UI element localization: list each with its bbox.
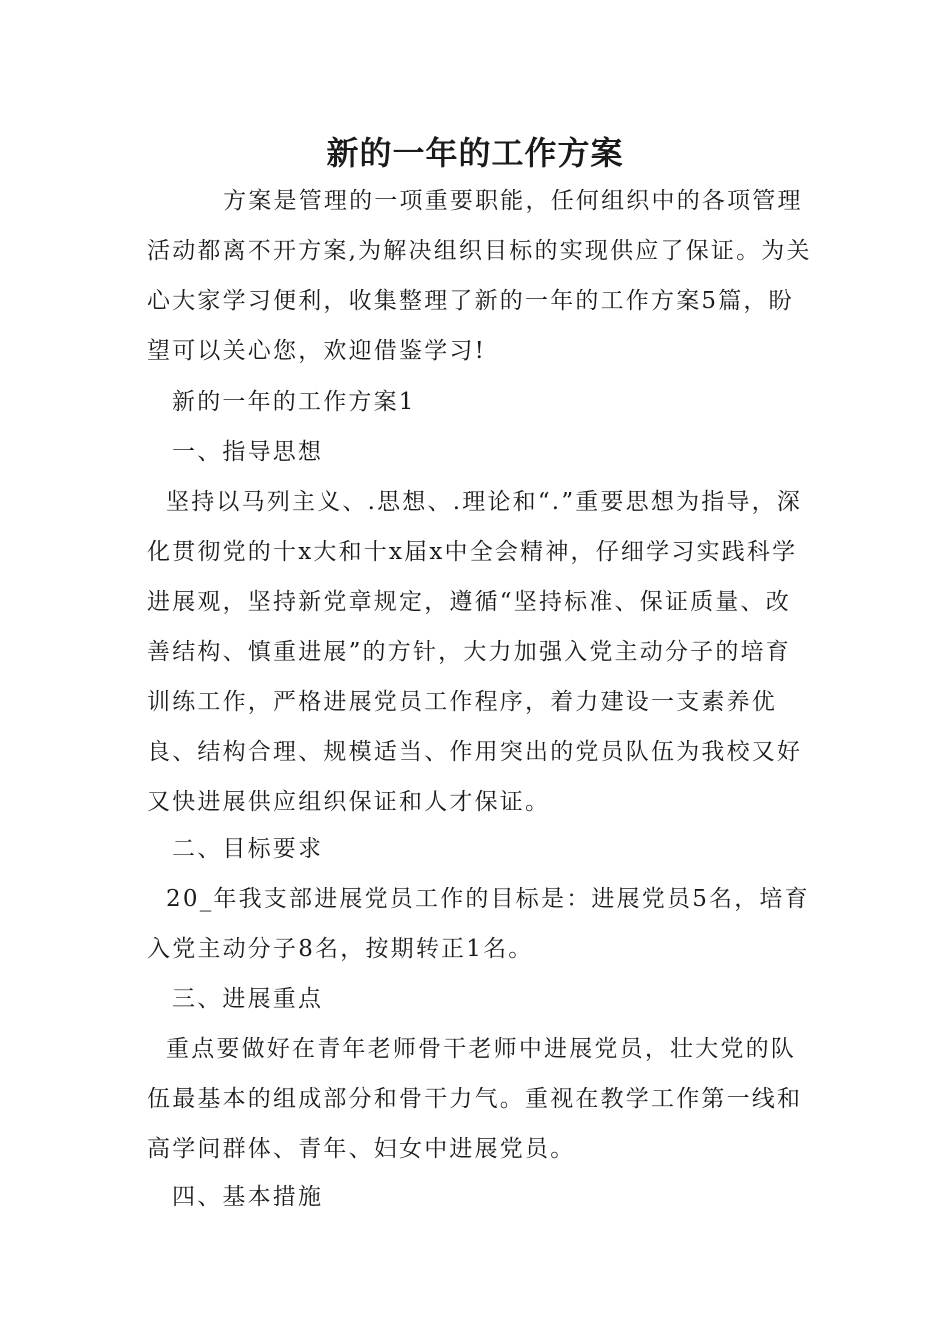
document-title: 新的一年的工作方案: [326, 134, 624, 172]
section3-heading: 三、进展重点: [172, 986, 324, 1012]
section1-body: 坚持以马列主义、.思想、.理论和“.”重要思想为指导，深化贯彻党的十x大和十x届x中全会精神，仔细学习实践科学进展观，坚持新党章规定，遵循“坚持标准、保证质量、改善结构、慎重进展”的方针，大力加强入党主动分子的培育训练工作，严格进展党员工作程序，着力建设一支素养优良、结构合理、规模适当、作用突出的党员队伍为我校又好又快进展供应组织保证和人才保证。: [147, 489, 803, 815]
plan-title: 新的一年的工作方案1: [172, 389, 416, 415]
section3-body: 重点要做好在青年老师骨干老师中进展党员，壮大党的队伍最基本的组成部分和骨干力气。重视在教学工作第一线和高学问群体、青年、妇女中进展党员。: [147, 1036, 803, 1162]
section4-heading: 四、基本措施: [172, 1184, 324, 1210]
intro-paragraph: 方案是管理的一项重要职能，任何组织中的各项管理活动都离不开方案,为解决组织目标的实现供应了保证。为关心大家学习便利，收集整理了新的一年的工作方案5篇，盼望可以关心您，欢迎借鉴学习!: [147, 188, 812, 364]
section2-heading: 二、目标要求: [172, 836, 324, 862]
section2-body: 20_年我支部进展党员工作的目标是：进展党员5名，培育入党主动分子8名，按期转正1名。: [147, 886, 810, 962]
section1-heading: 一、指导思想: [172, 439, 324, 465]
